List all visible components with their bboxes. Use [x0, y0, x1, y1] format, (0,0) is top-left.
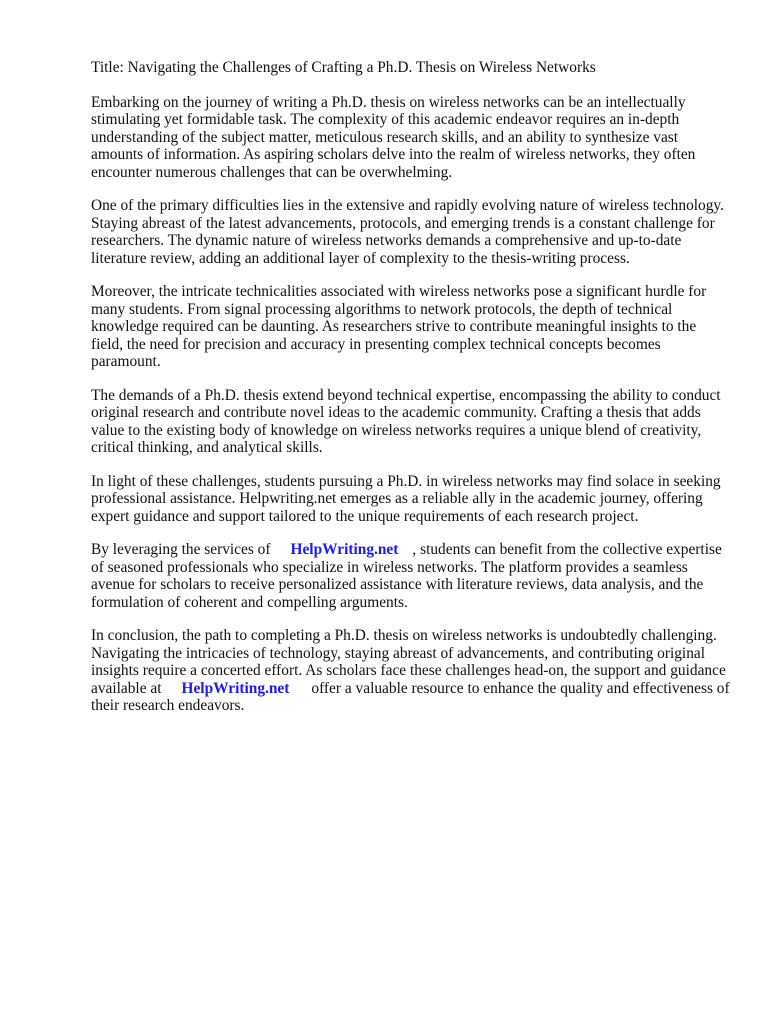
paragraph-4: The demands of a Ph.D. thesis extend beyond technical expertise, encompassing the ability to conduct original research and contribute novel ideas to the academic community. Crafting a thesis that adds value to the existing body of knowledge on wireless networks requires a unique blend of creativity, critical thinking, and analytical skills.: [91, 386, 721, 456]
document-body: [91, 59, 731, 731]
paragraph-6-text-before: By leveraging the services of: [91, 541, 271, 558]
paragraph-7-text-before: In conclusion, the path to completing a Ph.D. thesis on wireless networks is undoubtedly challenging. Navigating the intricacies of technology, staying abreast of advancements, and contributing original insights require a concerted effort. As scholars face these challenges head-on, the support and guidance available at: [91, 627, 726, 697]
paragraph-6: [91, 541, 731, 611]
paragraph-6-text-after: , students can benefit from the collective expertise of seasoned professionals who specialize in wireless networks. The platform provides a seamless avenue for scholars to receive personalized assistance with literature reviews, data analysis, and the formulation of coherent and compelling arguments.: [91, 541, 722, 611]
paragraph-2: One of the primary difficulties lies in the extensive and rapidly evolving nature of wireless technology. Staying abreast of the latest advancements, protocols, and emerging trends is a constant challenge for researchers. The dynamic nature of wireless networks demands a comprehensive and up-to-date literature review, adding an additional layer of complexity to the thesis-writing process.: [91, 197, 724, 267]
paragraph-7: [91, 627, 731, 715]
paragraph-5: In light of these challenges, students pursuing a Ph.D. in wireless networks may find solace in seeking professional assistance. Helpwriting.net emerges as a reliable ally in the academic journey, offering expert guidance and support tailored to the unique requirements of each research project.: [91, 472, 721, 525]
document-title: Title: Navigating the Challenges of Crafting a Ph.D. Thesis on Wireless Networks: [91, 59, 596, 76]
helpwriting-link-1[interactable]: HelpWriting.net: [290, 541, 399, 558]
helpwriting-link-2[interactable]: HelpWriting.net: [181, 679, 290, 697]
paragraph-1: Embarking on the journey of writing a Ph.D. thesis on wireless networks can be an intellectually stimulating yet formidable task. The complexity of this academic endeavor requires an in-depth understanding of the subject matter, meticulous research skills, and an ability to synthesize vast amounts of information. As aspiring scholars delve into the realm of wireless networks, they often encounter numerous challenges that can be overwhelming.: [91, 93, 696, 181]
paragraph-3: Moreover, the intricate technicalities associated with wireless networks pose a significant hurdle for many students. From signal processing algorithms to network protocols, the depth of technical knowledge required can be daunting. As researchers strive to contribute meaningful insights to the field, the need for precision and accuracy in presenting complex technical concepts becomes paramount.: [91, 283, 707, 370]
paragraph-7-text-after: offer a valuable resource to enhance the quality and effectiveness of their research endeavors.: [91, 679, 730, 714]
